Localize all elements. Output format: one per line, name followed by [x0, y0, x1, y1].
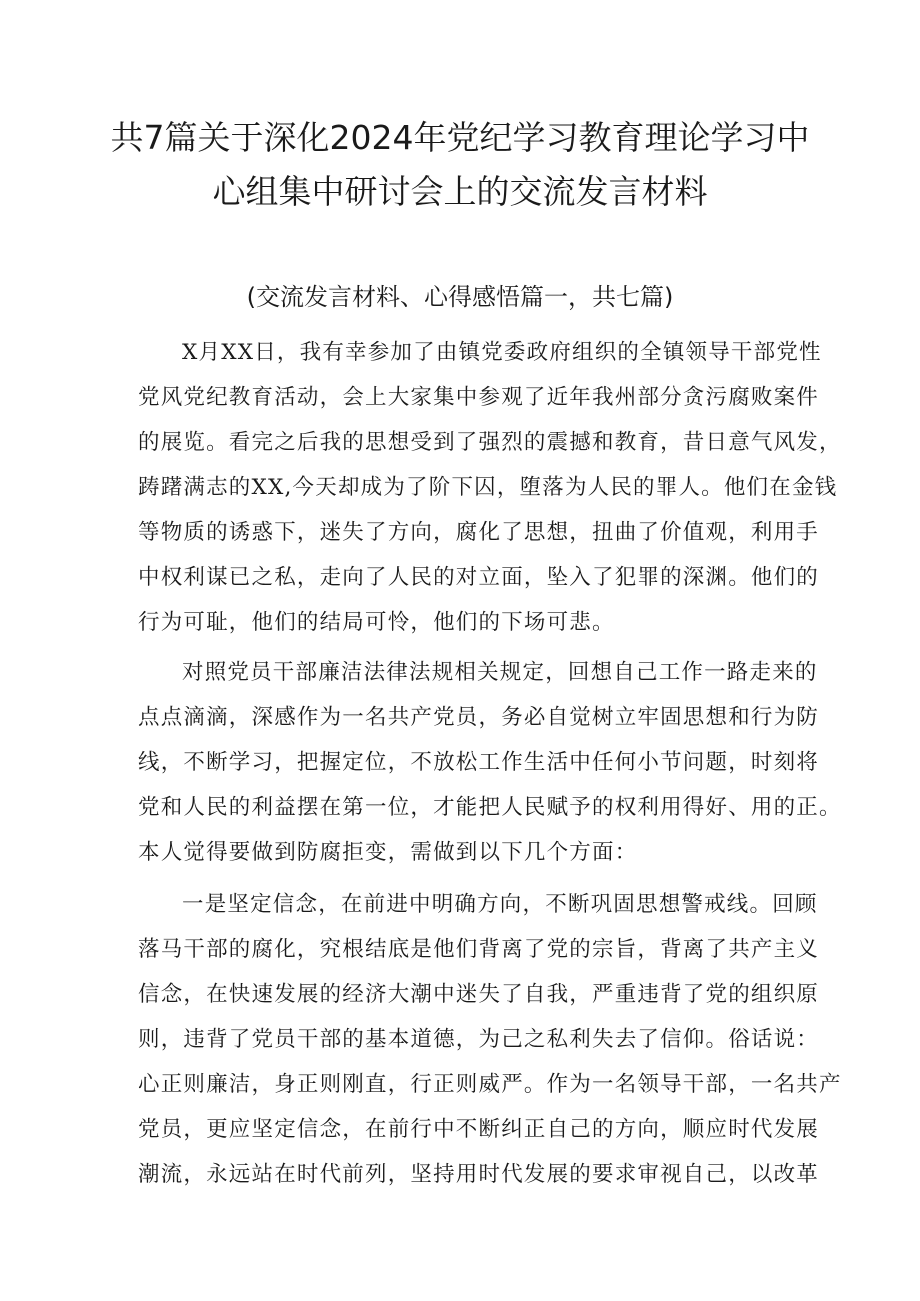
paragraph-line: 的展览。看完之后我的思想受到了强烈的震撼和教育，昔日意气风发， [138, 430, 842, 455]
paragraph-line: 踌躇满志的XX,今天却成为了阶下囚，堕落为人民的罪人。他们在金钱 [138, 475, 838, 500]
paragraph-line: 心正则廉洁，身正则刚直，行正则威严。作为一名领导干部，一名共产 [138, 1072, 842, 1097]
paragraph-line: 落马干部的腐化，究根结底是他们背离了党的宗旨，背离了共产主义 [138, 937, 820, 962]
document-subtitle: (交流发言材料、心得感悟篇一，共七篇) [246, 283, 674, 311]
paragraph-line: 党和人民的利益摆在第一位，才能把人民赋予的权利用得好、用的正。 [138, 795, 842, 820]
paragraph-1 [138, 330, 842, 645]
paragraph-line: 党风党纪教育活动，会上大家集中参观了近年我州部分贪污腐败案件 [138, 385, 820, 410]
paragraph-line: 则，违背了党员干部的基本道德，为己之私利失去了信仰。俗话说： [138, 1027, 820, 1052]
paragraph-3 [138, 882, 842, 1197]
paragraph-line: 信念，在快速发展的经济大潮中迷失了自我，严重违背了党的组织原 [138, 982, 820, 1007]
paragraph-line: 潮流，永远站在时代前列，坚持用时代发展的要求审视自己，以改革 [138, 1162, 820, 1187]
paragraph-line: 等物质的诱惑下，迷失了方向，腐化了思想，扭曲了价值观，利用手 [138, 520, 820, 545]
paragraph-line: 线，不断学习，把握定位，不放松工作生活中任何小节问题，时刻将 [138, 750, 820, 775]
paragraph-line: 对照党员干部廉洁法律法规相关规定，回想自己工作一路走来的 [182, 660, 818, 685]
paragraph-line: X月XX日，我有幸参加了由镇党委政府组织的全镇领导干部党性 [182, 340, 822, 365]
paragraph-line: 一是坚定信念，在前进中明确方向，不断巩固思想警戒线。回顾 [182, 892, 818, 917]
paragraph-line: 点点滴滴，深感作为一名共产党员，务必自觉树立牢固思想和行为防 [138, 705, 820, 730]
document-title-line-1: 共7篇关于深化2024年党纪学习教育理论学习中 [110, 118, 810, 157]
paragraph-2 [138, 650, 842, 875]
paragraph-line: 中权利谋已之私，走向了人民的对立面，坠入了犯罪的深渊。他们的 [138, 565, 820, 590]
paragraph-line: 本人觉得要做到防腐拒变，需做到以下几个方面： [138, 840, 638, 865]
paragraph-line: 党员，更应坚定信念，在前行中不断纠正自己的方向，顺应时代发展 [138, 1117, 820, 1142]
paragraph-line: 行为可耻，他们的结局可怜，他们的下场可悲。 [138, 610, 615, 635]
document-title-line-2: 心组集中研讨会上的交流发言材料 [212, 172, 708, 211]
